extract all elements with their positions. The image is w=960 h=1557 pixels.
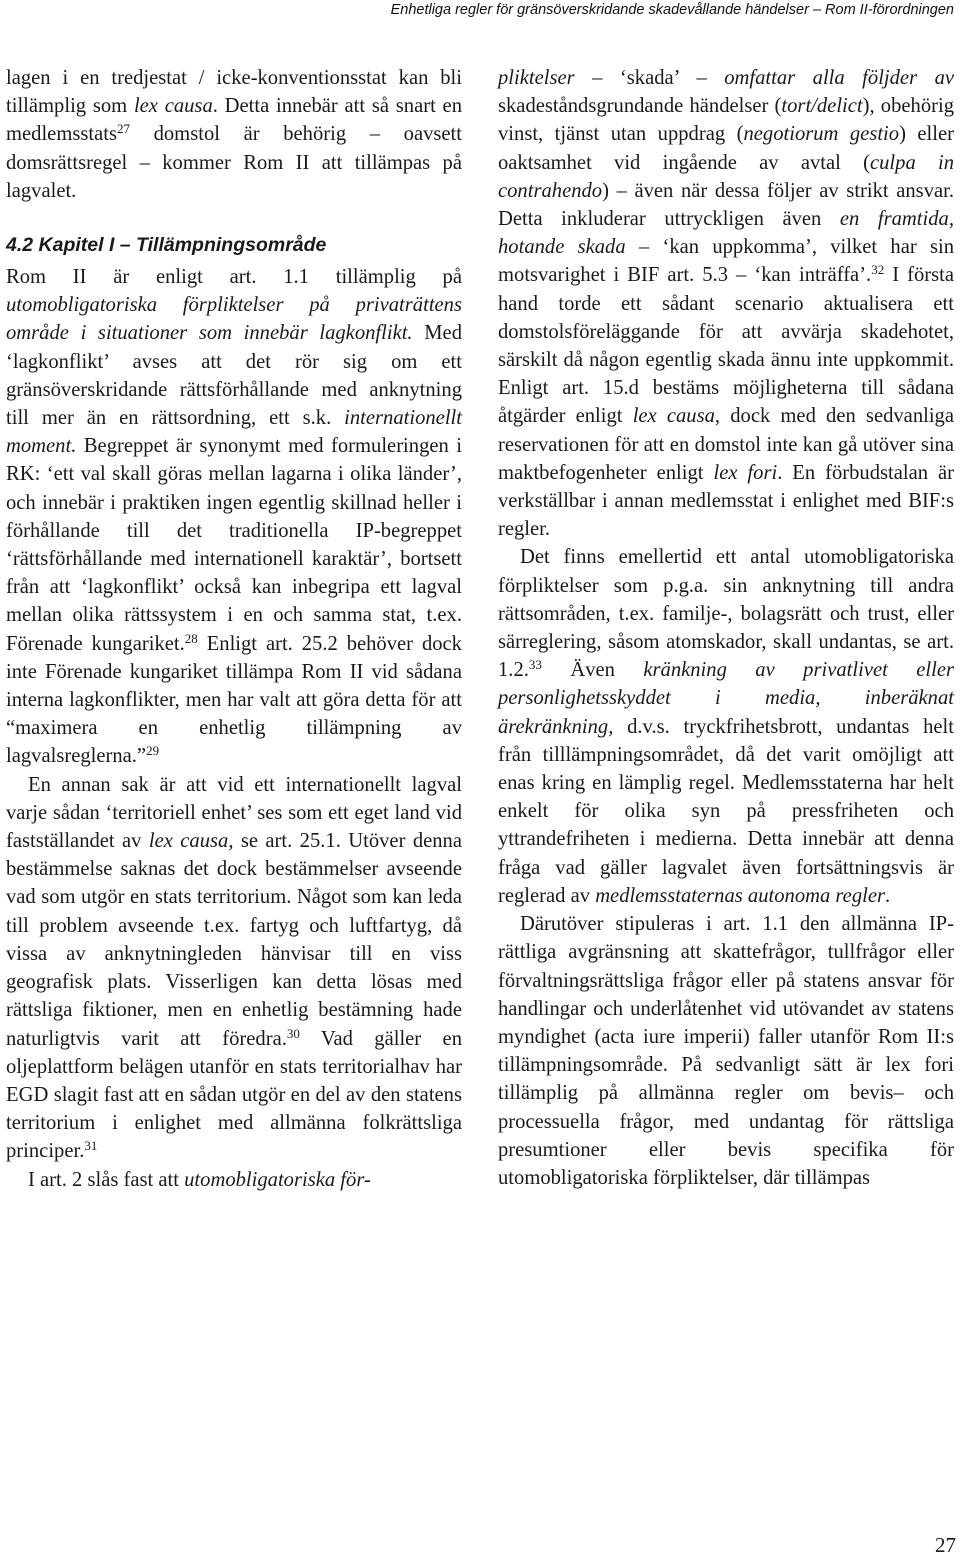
paragraph: lagen i en tredjestat / icke-konventionsstat kan bli tillämplig som lex causa. Detta innebär att så snart en medlemsstats$^{27}$ domstol är behörig – oavsett domsrättsregel – kommer Rom II att tillämpas på lagvalet. (6, 67, 462, 202)
footnote-ref: 33 (528, 657, 542, 673)
footnote-ref: 27 (116, 121, 130, 137)
right-column (498, 64, 954, 1192)
paragraph: Rom II är enligt art. 1.1 tillämplig på utomobligatoriska förpliktelser på privaträttens område i situationer som innebär lagkonflikt. Med ‘lagkonflikt’ avses att det rör sig om ett gränsöverskridande rättsförhållande med anknytning till mer än en rättsordning, ett s.k. internationellt moment. Begreppet är synonymt med formuleringen i RK: ‘ett val skall göras mellan lagarna i olika länder’, och innebär i praktiken ingen egentlig skillnad heller i förhållande till det traditionella IP-begreppet ‘rättsförhållande med internationell karaktär’, bortsett från att ‘lagkonflikt’ också kan inbegripa ett lagval mellan olika rättssystem i en och samma stat, t.ex. Förenade kungariket.$^{28}$ Enligt art. 25.2 behöver dock inte Förenade kungariket tillämpa Rom II vid sådana interna lagkonflikter, men har valt att göra detta för att “maximera en enhetlig tillämpning av lagvalsreglerna.”$^{29}$ (6, 266, 462, 768)
paragraph: Därutöver stipuleras i art. 1.1 den allmänna IP-rättliga avgränsning att skattefrågor, tullfrågor eller förvaltningsrättsliga frågor eller på statens ansvar för handlingar och underlåtenhet vid utövandet av statens myndighet (acta iure imperii) faller utanför Rom II:s tillämpningsområde. På sedvanligt sätt är lex fori tillämplig på allmänna regler om bevis– och processuella frågor, med undantag för rättsliga presumtioner eller bevis specifika för utomobligatoriska förpliktelser, där tillämpas (498, 913, 954, 1189)
paragraph: pliktelser – ‘skada’ – omfattar alla följder av skadeståndsgrundande händelser (tort/delict), obehörig vinst, tjänst utan uppdrag (negotiorum gestio) eller oaktsamhet vid ingående av avtal (culpa in contrahendo) – även när dessa följer av strikt ansvar. Detta inkluderar uttryckligen även en framtida, hotande skada – ‘kan uppkomma’, vilket har sin motsvarighet i BIF art. 5.3 – ‘kan inträffa’.$^{32}$ I första hand torde ett sådant scenario aktualisera ett domstolsföreläggande för att avvärja skadehotet, särskilt då någon egentlig skada ännu inte uppkommit. Enligt art. 15.d bestäms möjligheterna till sådana åtgärder enligt lex causa, dock med den sedvanliga reservationen för att en domstol inte kan gå utöver sina maktbefogenheter enligt lex fori. En förbudstalan är verkställbar i annan medlemsstat i enlighet med BIF:s regler. (498, 67, 955, 541)
paragraph: I art. 2 slås fast att utomobligatoriska för- (28, 1168, 371, 1191)
page-number: 27 (935, 1533, 956, 1557)
paragraph: Det finns emellertid ett antal utomobligatoriska förpliktelser som p.g.a. sin anknytning till andra rättsområden, t.ex. familje-, bolagsrätt och trust, eller särreglering, såsom atomskador, skall undantas, se art. 1.2.33 Även kränkning av privatlivet eller personlighetsskyddet i media, inberäknat ärekränkning, d.v.s. tryckfrihetsbrott, undantas helt från tilllämpningsområdet, då det varit omöjligt att enas kring en lämplig regel. Medlemsstaterna har helt enkelt för olika syn på pressfriheten och yttrandefriheten i medierna. Detta innebär att denna fråga vad gäller lagvalet även fortsättningsvis är reglerad av medlemsstaternas autonoma regler. (498, 546, 954, 907)
footnote-ref: 29 (146, 743, 160, 759)
footnote-ref: 31 (84, 1138, 98, 1154)
footnote-ref: 28 (184, 630, 198, 646)
footnote-ref: 32 (871, 262, 885, 278)
paragraph: En annan sak är att vid ett internationellt lagval varje sådan ‘territoriell enhet’ ses som ett eget land vid fastställandet av lex causa, se art. 25.1. Utöver denna bestämmelse saknas det dock bestämmelser avseende vad som utgör en stats territorium. Något som kan leda till problem avseende t.ex. fartyg och luftfartyg, då vissa av anknytningleden hänvisar till en viss geografisk plats. Visserligen kan detta lösas med rättsliga fiktioner, men en enhetlig bestämning hade naturligtvis varit att föredra.$^{30}$ Vad gäller en oljeplattform belägen utanför en stats territorialhav har EGD slagit fast att en sådan utgör en del av den statens territorium i enlighet med allmänna folkrättsliga principer.$^{31}$ (6, 773, 462, 1163)
section-heading: 4.2 Kapitel I – Tillämpningsområde (6, 234, 327, 257)
left-column (6, 64, 462, 1194)
footnote-ref: 30 (286, 1025, 300, 1041)
running-header: Enhetliga regler för gränsöverskridande skadevållande händelser – Rom II-förordningen (390, 2, 954, 18)
